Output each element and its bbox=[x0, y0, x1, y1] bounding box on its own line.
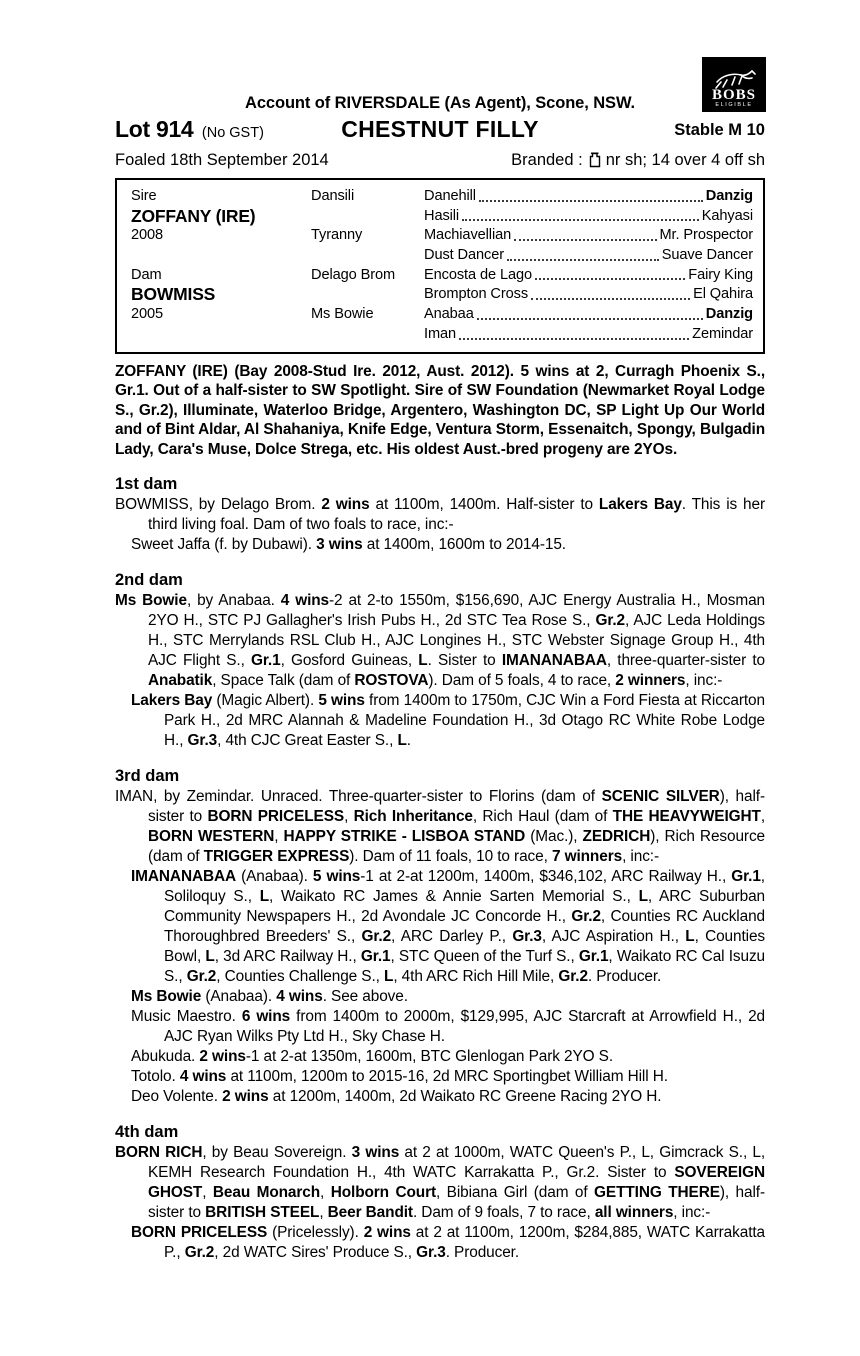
branded-description: nr sh; 14 over 4 off sh bbox=[605, 151, 765, 169]
section-heading-4th-dam: 4th dam bbox=[115, 1123, 179, 1142]
brand-mark-icon bbox=[589, 152, 601, 168]
foaled-date: Foaled 18th September 2014 bbox=[115, 151, 329, 169]
progeny-entry: Music Maestro. 6 wins from 1400m to 2000m, $129,995, AJC Starcraft at Arrowfield H., 2d AJC Ryan Wilks Pty Ltd H., Sky Chase H. bbox=[131, 1008, 765, 1046]
pedigree-row bbox=[424, 226, 753, 246]
progeny-entry: BORN PRICELESS (Pricelessly). 2 wins at 2 at 1100m, 1200m, $284,885, WATC Karrakatta P., Gr.2, 2d WATC Sires' Produce S., Gr.3. Producer. bbox=[131, 1224, 765, 1262]
sire-sire: Dansili bbox=[311, 188, 355, 204]
dam-entry: BORN RICH, by Beau Sovereign. 3 wins at 2 at 1000m, WATC Queen's P., L, Gimcrack S., L, KEMH Research Foundation H., 4th WATC Karrakatta P., Gr.2. Sister to SOVEREIGN GHOST, Beau Monarch, Holborn Court, Bibiana Girl (dam of GETTING THERE), half-sister to BRITISH STEEL, Beer Bandit. Dam of 9 foals, 7 to race, all winners, inc:- bbox=[115, 1144, 765, 1222]
section-heading-2nd-dam: 2nd dam bbox=[115, 571, 183, 590]
progeny-entry: Sweet Jaffa (f. by Dubawi). 3 wins at 1400m, 1600m to 2014-15. bbox=[131, 536, 566, 554]
ancestor-sire: Kahyasi bbox=[701, 207, 753, 224]
progeny-entry: IMANANABAA (Anabaa). 5 wins-1 at 2-at 1200m, 1400m, $346,102, ARC Railway H., Gr.1, Soliloquy S., L, Waikato RC James & Annie Sarten Memorial S., L, ARC Suburban Community Newspapers H., 2d Avondale JC Concorde H., Gr.2, Counties RC Auckland Thoroughbred Breeders' S., Gr.2, ARC Darley P., Gr.3, AJC Aspiration H., L, Counties Bowl, L, 3d ARC Railway H., Gr.1, STC Queen of the Turf S., Gr.1, Waikato RC Cal Isuzu S., Gr.2, Counties Challenge S., L, 4th ARC Rich Hill Mile, Gr.2. Producer. bbox=[131, 868, 766, 986]
pedigree-row bbox=[424, 325, 753, 345]
dot-leader bbox=[535, 278, 685, 280]
section-heading-3rd-dam: 3rd dam bbox=[115, 767, 180, 786]
ancestor-name: Iman bbox=[424, 325, 457, 342]
pedigree-row bbox=[424, 266, 753, 286]
bobs-logo-title: BOBS bbox=[711, 87, 757, 103]
stable-number: Stable M 10 bbox=[674, 121, 765, 139]
progeny-entry: Ms Bowie (Anabaa). 4 wins. See above. bbox=[131, 988, 408, 1006]
ancestor-sire: El Qahira bbox=[693, 286, 753, 303]
ancestor-name: Dust Dancer bbox=[424, 247, 505, 264]
pedigree-row bbox=[424, 207, 753, 227]
branded-info bbox=[511, 151, 765, 170]
sire-year: 2008 bbox=[131, 227, 164, 244]
ancestor-sire: Mr. Prospector bbox=[659, 227, 753, 244]
progeny-entry: Deo Volente. 2 wins at 1200m, 1400m, 2d Waikato RC Greene Racing 2YO H. bbox=[131, 1088, 662, 1106]
sire-label: Sire bbox=[131, 188, 157, 204]
lot-line bbox=[115, 113, 765, 146]
dot-leader bbox=[477, 318, 703, 320]
dot-leader bbox=[514, 239, 656, 241]
foal-line bbox=[115, 151, 765, 170]
sire-dam: Tyranny bbox=[311, 227, 363, 244]
sire-name: ZOFFANY (IRE) bbox=[131, 205, 256, 226]
pedigree-row bbox=[424, 246, 753, 266]
progeny-entry: Totolo. 4 wins at 1100m, 1200m to 2015-16, 2d MRC Sportingbet William Hill H. bbox=[131, 1068, 668, 1086]
ancestor-sire: Fairy King bbox=[688, 266, 753, 283]
pedigree-row bbox=[424, 285, 753, 305]
section-heading-1st-dam: 1st dam bbox=[115, 475, 178, 494]
dam-entry: IMAN, by Zemindar. Unraced. Three-quarter-sister to Florins (dam of SCENIC SILVER), half-sister to BORN PRICELESS, Rich Inheritance, Rich Haul (dam of THE HEAVYWEIGHT, BORN WESTERN, HAPPY STRIKE - LISBOA STAND (Mac.), ZEDRICH), Rich Resource (dam of TRIGGER EXPRESS). Dam of 11 foals, 10 to race, 7 winners, inc:- bbox=[115, 788, 766, 866]
gst-note: (No GST) bbox=[201, 125, 264, 141]
dam-entry: BOWMISS, by Delago Brom. 2 wins at 1100m, 1400m. Half-sister to Lakers Bay. This is her third living foal. Dam of two foals to race, inc:- bbox=[115, 496, 765, 534]
progeny-entry: Abukuda. 2 wins-1 at 2-at 1350m, 1600m, BTC Glenlogan Park 2YO S. bbox=[131, 1048, 614, 1066]
ancestor-name: Hasili bbox=[424, 207, 460, 224]
dam-year: 2005 bbox=[131, 306, 164, 323]
ancestor-name: Encosta de Lago bbox=[424, 266, 533, 283]
dot-leader bbox=[459, 338, 689, 340]
dam-sire: Delago Brom bbox=[311, 266, 396, 283]
dot-leader bbox=[462, 219, 699, 221]
branded-label: Branded : bbox=[511, 151, 583, 169]
ancestor-sire: Danzig bbox=[705, 306, 753, 323]
pedigree-row bbox=[424, 187, 753, 207]
pedigree-table bbox=[115, 178, 765, 354]
ancestor-sire: Suave Dancer bbox=[661, 247, 753, 264]
ancestor-name: Anabaa bbox=[424, 306, 474, 323]
ancestor-name: Brompton Cross bbox=[424, 286, 529, 303]
account-line: Account of RIVERSDALE (As Agent), Scone, NSW. bbox=[245, 94, 635, 112]
dam-entry: Ms Bowie, by Anabaa. 4 wins-2 at 2-to 1550m, $156,690, AJC Energy Australia H., Mosman 2YO H., STC PJ Gallagher's Irish Pubs H., 2d STC Tea Rose S., Gr.2, AJC Leda Holdings H., STC Merrylands RSL Club H., AJC Longines H., STC Webster Signage Group H., 4th AJC Flight S., Gr.1, Gosford Guineas, L. Sister to IMANANABAA, three-quarter-sister to Anabatik, Space Talk (dam of ROSTOVA). Dam of 5 foals, 4 to race, 2 winners, inc:- bbox=[115, 592, 765, 690]
ancestor-name: Danehill bbox=[424, 187, 476, 204]
sire-blurb: ZOFFANY (IRE) (Bay 2008-Stud Ire. 2012, Aust. 2012). 5 wins at 2, Curragh Phoenix S., Gr.1. Out of a half-sister to SW Spotlight. Sire of SW Foundation (Newmarket Royal Lodge S., Gr.2), Illuminate, Waterloo Bridge, Argentero, Washington DC, SP Light Up Our World and of Bint Aldar, Al Shahaniya, Knife Edge, Ventura Storm, Essenaitch, Spongy, Bulgadin Lady, Cara's Muse, Dolce Strega, etc. His oldest Aust.-bred progeny are 2YOs. bbox=[115, 362, 765, 458]
ancestor-name: Machiavellian bbox=[424, 227, 512, 244]
dot-leader bbox=[507, 259, 659, 261]
ancestor-sire: Zemindar bbox=[692, 325, 753, 342]
pedigree-row bbox=[424, 305, 753, 325]
bobs-logo-subtitle: ELIGIBLE bbox=[715, 102, 753, 108]
dam-dam: Ms Bowie bbox=[311, 306, 374, 323]
dam-label: Dam bbox=[131, 266, 162, 283]
progeny-entry: Lakers Bay (Magic Albert). 5 wins from 1400m to 1750m, CJC Win a Ford Fiesta at Riccarton Park H., 2d MRC Alannah & Madeline Foundation H., 3d Otago RC White Robe Lodge H., Gr.3, 4th CJC Great Easter S., L. bbox=[131, 692, 765, 750]
dam-name: BOWMISS bbox=[131, 284, 216, 305]
lot-number: Lot 914 bbox=[115, 116, 194, 142]
ancestor-sire: Danzig bbox=[705, 187, 753, 204]
dot-leader bbox=[479, 200, 703, 202]
dot-leader bbox=[531, 298, 690, 300]
horse-title: CHESTNUT FILLY bbox=[341, 116, 539, 142]
